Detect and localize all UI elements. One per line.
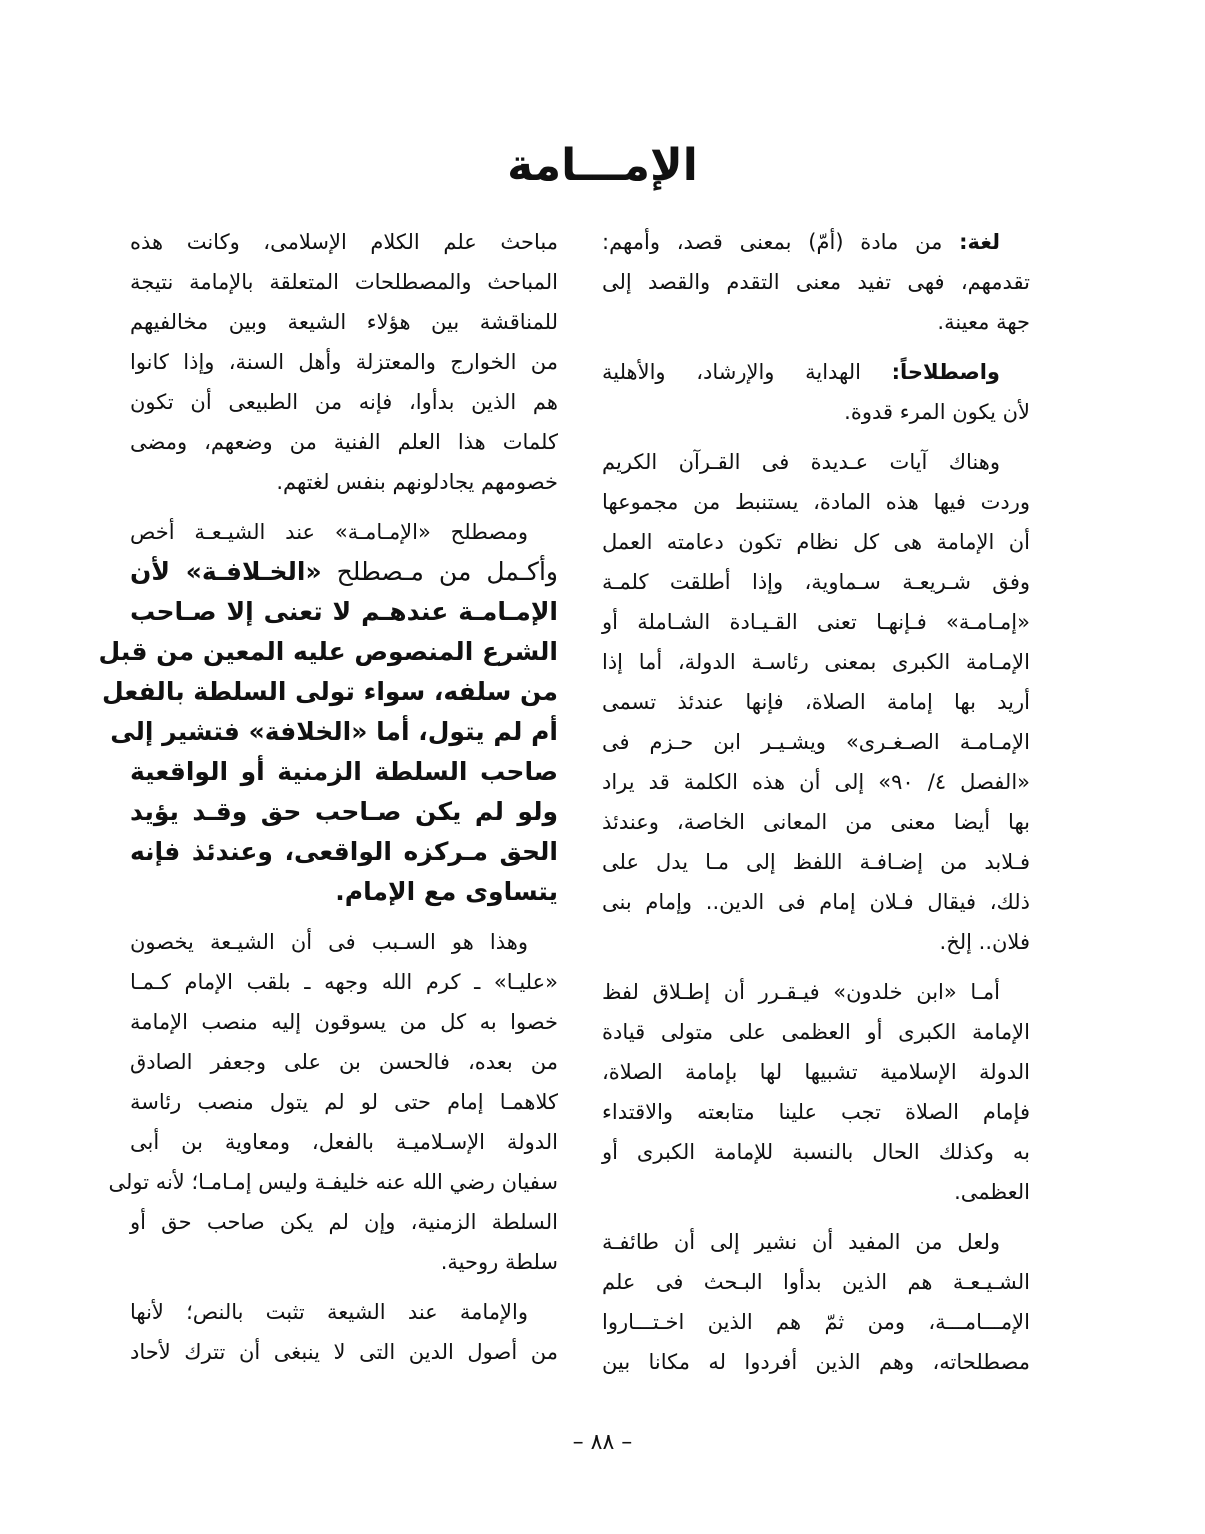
text: هم الذين بدأوا، فإنه من الطبيعى أن تكون	[130, 390, 558, 414]
text-line	[602, 1302, 1030, 1342]
text-line	[602, 1132, 1030, 1172]
text-line	[602, 722, 1030, 762]
text-line	[602, 1172, 1030, 1212]
bold-text: أم لم يتول، أما «الخلافة» فتشير إلى	[110, 717, 558, 746]
paragraph	[602, 972, 1030, 1212]
text-line	[98, 632, 558, 672]
bold-text: صاحب السلطة الزمنية أو الواقعية	[130, 757, 558, 786]
text: أن الإمامة هى كل نظام تكون دعامته العمل	[602, 530, 1030, 554]
text-line	[602, 642, 1030, 682]
text: وهذا هو السـبب فى أن الشيـعة يخصون	[130, 930, 528, 954]
text-line	[110, 712, 558, 752]
text: خصوا به كل من يسوقون إليه منصب الإمامة	[130, 1010, 558, 1034]
text-line	[108, 1162, 558, 1202]
text: فـلابد من إضـافـة اللفظ إلى مـا يدل على	[602, 850, 1030, 874]
text: الإمـامـة الصـغـرى» ويشـيـر ابن حـزم فى	[602, 730, 1030, 754]
text: الإمـــامـــة، ومن ثمّ هم الذين اخـتـــاروا	[602, 1310, 1030, 1334]
text-line	[130, 262, 558, 302]
text: فإمام الصلاة تجب علينا متابعته والاقتداء	[602, 1100, 1030, 1124]
paragraph	[108, 922, 558, 1282]
text-line	[130, 962, 558, 1002]
text: وأكـمل من مـصطلح	[321, 557, 558, 586]
text-line	[602, 1092, 1030, 1132]
text: لأن يكون المرء قدوة.	[844, 400, 1030, 424]
text-line	[602, 262, 1030, 302]
text: ذلك، فيقال فـلان إمام فى الدين.. وإمام بنى	[602, 890, 1030, 914]
text-line	[130, 1292, 558, 1332]
text-line	[130, 462, 558, 502]
bold-text: الحق مـركزه الواقعى، وعندئذ فإنه	[130, 837, 558, 866]
text-line	[602, 682, 1030, 722]
text: الإمـامة الكبرى بمعنى رئاسـة الدولة، أما إذا	[602, 650, 1030, 674]
text-line	[602, 762, 1030, 802]
page-title: الإمـــامة	[507, 140, 698, 191]
text-line	[602, 352, 1030, 392]
text-line	[602, 972, 1030, 1012]
text-line	[130, 1082, 558, 1122]
text-line	[602, 1012, 1030, 1052]
text-line	[602, 1342, 1030, 1382]
left-column	[98, 222, 558, 1382]
right-column	[602, 222, 1030, 1392]
text: العظمى.	[954, 1180, 1030, 1204]
paragraph	[602, 222, 1030, 342]
text: للمناقشة بين هؤلاء الشيعة وبين مخالفيهم	[130, 310, 558, 334]
text-line	[602, 602, 1030, 642]
bold-text: ولو لم يكن صـاحب حق وقـد يؤيد	[130, 797, 558, 826]
text: به وكذلك الحال بالنسبة للإمامة الكبرى أو	[602, 1140, 1030, 1164]
text: وفق شـريعـة سـماوية، وإذا أطلقت كلمـة	[602, 570, 1030, 594]
text-line	[602, 442, 1030, 482]
text-line	[602, 522, 1030, 562]
text-line	[130, 872, 558, 912]
bold-text: واصطلاحاً:	[891, 360, 1000, 384]
text: الشـيـعـة هم الذين بدأوا البـحث فى علم	[602, 1270, 1030, 1294]
text-line	[130, 752, 558, 792]
text-line	[130, 1042, 558, 1082]
text-line	[130, 922, 558, 962]
text-line	[602, 482, 1030, 522]
bold-text: لغة:	[959, 230, 1000, 254]
text-line	[130, 832, 558, 872]
text: كلاهمـا إمام حتى لو لم يتول منصب رئاسة	[130, 1090, 558, 1114]
text: من مادة (أمّ) بمعنى قصد، وأمهم:	[602, 230, 960, 254]
text: وردت فيها هذه المادة، يستنبط من مجموعها	[602, 490, 1030, 514]
text-line	[602, 802, 1030, 842]
text: كلمات هذا العلم الفنية من وضعهم، ومضى	[130, 430, 558, 454]
text-line	[130, 792, 558, 832]
text: من الخوارج والمعتزلة وأهل السنة، وإذا كانوا	[130, 350, 558, 374]
text: الهداية والإرشاد، والأهلية	[602, 360, 892, 384]
bold-text: من سلفه، سواء تولى السلطة بالفعل	[102, 677, 558, 706]
text: ومصطلح «الإمـامـة» عند الشيـعـة أخص	[130, 520, 528, 544]
text-line	[602, 1222, 1030, 1262]
text: الدولة الإسلامية تشبيها لها بإمامة الصلاة،	[602, 1060, 1030, 1084]
paragraph	[602, 1222, 1030, 1382]
text-line	[602, 842, 1030, 882]
text: جهة معينة.	[937, 310, 1030, 334]
text-line	[602, 302, 1030, 342]
bold-text: يتساوى مع الإمام.	[335, 877, 558, 906]
text-line	[130, 422, 558, 462]
text-line	[602, 222, 1030, 262]
text: المباحث والمصطلحات المتعلقة بالإمامة نتيجة	[130, 270, 558, 294]
text-line	[130, 342, 558, 382]
text: والإمامة عند الشيعة تثبت بالنص؛ لأنها	[130, 1300, 528, 1324]
text: ولعل من المفيد أن نشير إلى أن طائفـة	[602, 1230, 1000, 1254]
text: من بعده، فالحسن بن على وجعفر الصادق	[130, 1050, 558, 1074]
text: مصطلحاته، وهم الذين أفردوا له مكانا بين	[602, 1350, 1030, 1374]
text: تقدمهم، فهى تفيد معنى التقدم والقصد إلى	[602, 270, 1030, 294]
text: من أصول الدين التى لا ينبغى أن تترك لأحاد	[130, 1340, 558, 1364]
text-line	[602, 882, 1030, 922]
paragraph	[602, 442, 1030, 962]
text: سلطة روحية.	[440, 1250, 558, 1274]
text-line	[130, 1332, 558, 1372]
text: «عليـا» ـ كرم الله وجهه ـ بلقب الإمام كـمـا	[130, 970, 558, 994]
text: مباحث علم الكلام الإسلامى، وكانت هذه	[130, 230, 558, 254]
text-line	[602, 922, 1030, 962]
paragraph	[98, 512, 558, 912]
text-line	[130, 1002, 558, 1042]
text-line	[130, 1122, 558, 1162]
text-line	[602, 1052, 1030, 1092]
text: سفيان رضي الله عنه خليفـة وليس إمـامـا؛ لأنه تولى	[108, 1170, 558, 1194]
text: «الفصل ٤/ ٩٠» إلى أن هذه الكلمة قد يراد	[602, 770, 1030, 794]
text: بها أيضا معنى من المعانى الخاصة، وعندئذ	[602, 810, 1030, 834]
text: الإمامة الكبرى أو العظمى على متولى قيادة	[602, 1020, 1030, 1044]
paragraph	[130, 1292, 558, 1372]
text-line	[130, 222, 558, 262]
bold-text: الشرع المنصوص عليه المعين من قبل	[98, 637, 558, 666]
text-line	[130, 1202, 558, 1242]
text: «إمـامـة» فـإنهـا تعنى القـيـادة الشـاملة أو	[602, 610, 1030, 634]
paragraph	[602, 352, 1030, 432]
text-line	[102, 672, 558, 712]
text-line	[130, 1242, 558, 1282]
text-line	[130, 302, 558, 342]
text: الدولة الإسـلاميـة بالفعل، ومعاوية بن أبى	[130, 1130, 558, 1154]
paragraph	[130, 222, 558, 502]
text: أريد بها إمامة الصلاة، فإنها عندئذ تسمى	[602, 690, 1030, 714]
text-line	[130, 552, 558, 592]
text: فلان.. إلخ.	[939, 930, 1030, 954]
bold-text: «الخـلافـة» لأن	[130, 557, 322, 586]
text-line	[602, 562, 1030, 602]
text: وهناك آيات عـديدة فى القـرآن الكريم	[602, 450, 1000, 474]
page-number: – ٨٨ –	[572, 1430, 633, 1455]
text-line	[602, 1262, 1030, 1302]
text: خصومهم يجادلونهم بنفس لغتهم.	[276, 470, 558, 494]
text-line	[130, 592, 558, 632]
text-line	[602, 392, 1030, 432]
text: أمـا «ابن خلدون» فيـقـرر أن إطـلاق لفظ	[602, 980, 1000, 1004]
bold-text: الإمـامـة عندهـم لا تعنى إلا صـاحب	[130, 597, 558, 626]
text: السلطة الزمنية، وإن لم يكن صاحب حق أو	[130, 1210, 558, 1234]
text-line	[130, 512, 558, 552]
text-line	[130, 382, 558, 422]
